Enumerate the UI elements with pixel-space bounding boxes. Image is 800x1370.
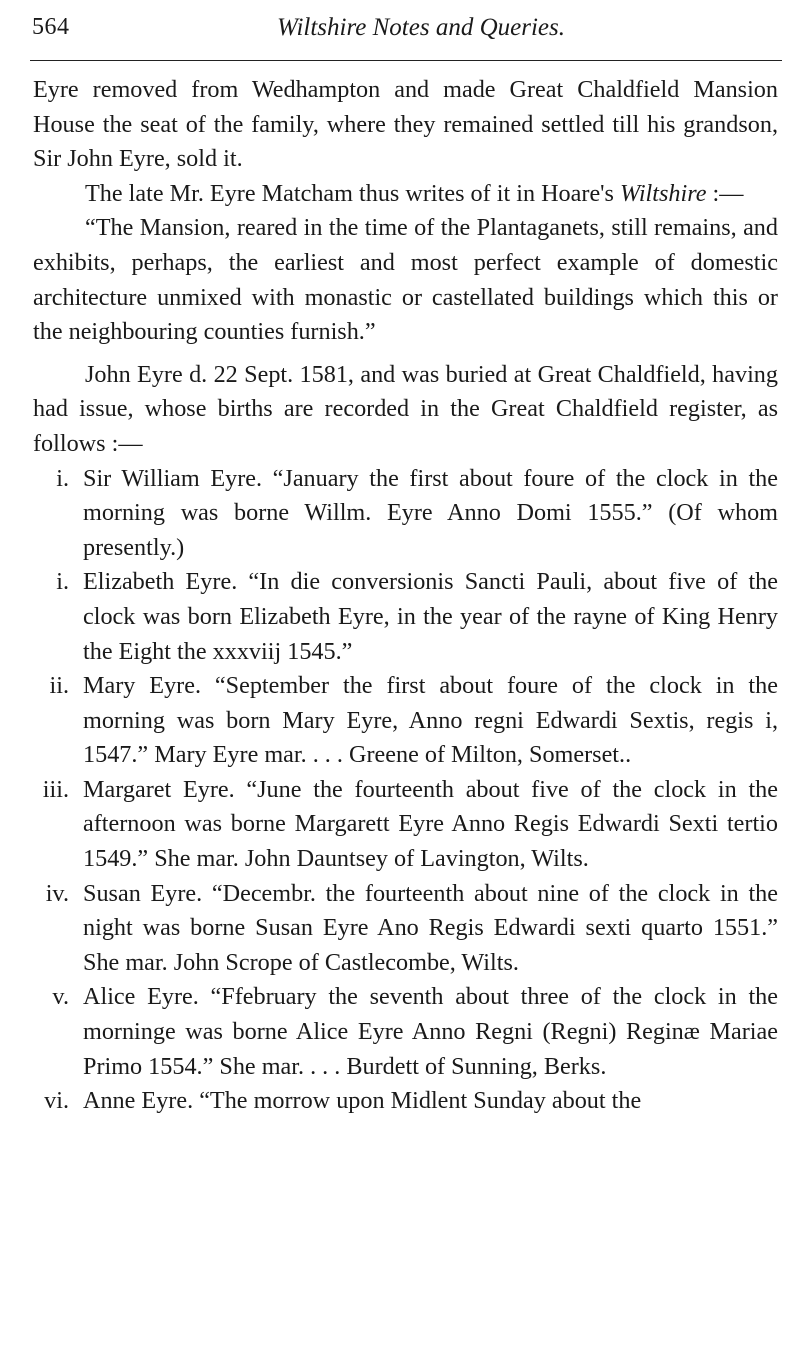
list-item	[33, 669, 778, 773]
entry-number: i.	[56, 568, 69, 596]
page-header	[30, 14, 782, 48]
entry-text: Mary Eyre. “September the first about foure of the clock in the morning was born Mary Eyre, Anno regni Edwardi Sextis, regis i, 1547.” Mary Eyre mar. . . . Greene of Milton, Somerset..	[83, 672, 778, 769]
running-title: Wiltshire Notes and Queries.	[277, 14, 565, 41]
entry-text: Anne Eyre. “The morrow upon Midlent Sunday about the	[83, 1087, 642, 1115]
paragraph-text: The late Mr. Eyre Matcham thus writes of it in Hoare's	[85, 179, 614, 207]
page-number: 564	[32, 14, 70, 40]
paragraph-text: :—	[712, 179, 744, 207]
list-item	[33, 773, 778, 877]
list-item	[33, 462, 778, 566]
entry-number: i.	[56, 464, 69, 492]
list-item	[33, 565, 778, 669]
paragraph	[33, 177, 778, 212]
list-item	[33, 980, 778, 1084]
entry-text: Elizabeth Eyre. “In die conversionis Sancti Pauli, about five of the clock was born Elizabeth Eyre, in the year of the rayne of King Henry the Eight the xxxviij 1545.”	[83, 568, 778, 665]
entry-text: Susan Eyre. “Decembr. the fourteenth about nine of the clock in the night was borne Susan Eyre Ano Regis Edwardi sexti quarto 1551.” She mar. John Scrope of Castlecombe, Wilts.	[83, 879, 778, 976]
quotation-paragraph: “The Mansion, reared in the time of the Plantaganets, still remains, and exhibits, perhaps, the earliest and most perfect example of domestic architecture unmixed with monastic or castellated buildings which this or the neighbouring counties furnish.”	[33, 214, 778, 346]
entry-text: Margaret Eyre. “June the fourteenth about five of the clock in the afternoon was borne Margarett Eyre Anno Regis Edwardi Sexti tertio 1549.” She mar. John Dauntsey of Lavington, Wilts.	[83, 775, 778, 873]
entry-number: iv.	[45, 879, 69, 907]
entry-number: ii.	[49, 672, 69, 700]
entry-number: iii.	[42, 775, 69, 803]
paragraph: Eyre removed from Wedhampton and made Great Chaldfield Mansion House the seat of the family, where they remained settled till his grandson, Sir John Eyre, sold it.	[33, 76, 778, 173]
entry-text: Alice Eyre. “Ffebruary the seventh about three of the clock in the morninge was borne Alice Eyre Anno Regni (Regni) Reginæ Mariae Primo 1554.” She mar. . . . Burdett of Sunning, Berks.	[83, 983, 778, 1080]
book-title: Wiltshire	[620, 179, 707, 207]
entry-number: v.	[52, 983, 69, 1011]
entry-number: vi.	[44, 1087, 69, 1115]
paragraph: John Eyre d. 22 Sept. 1581, and was buried at Great Chaldfield, having had issue, whose births are recorded in the Great Chaldfield register, as follows :—	[33, 360, 778, 457]
entry-text: Sir William Eyre. “January the first about foure of the clock in the morning was borne Willm. Eyre Anno Domi 1555.” (Of whom presently.)	[83, 464, 778, 561]
list-item	[33, 1084, 778, 1119]
page-body	[33, 73, 778, 1119]
header-rule	[30, 60, 782, 61]
list-item	[33, 877, 778, 981]
